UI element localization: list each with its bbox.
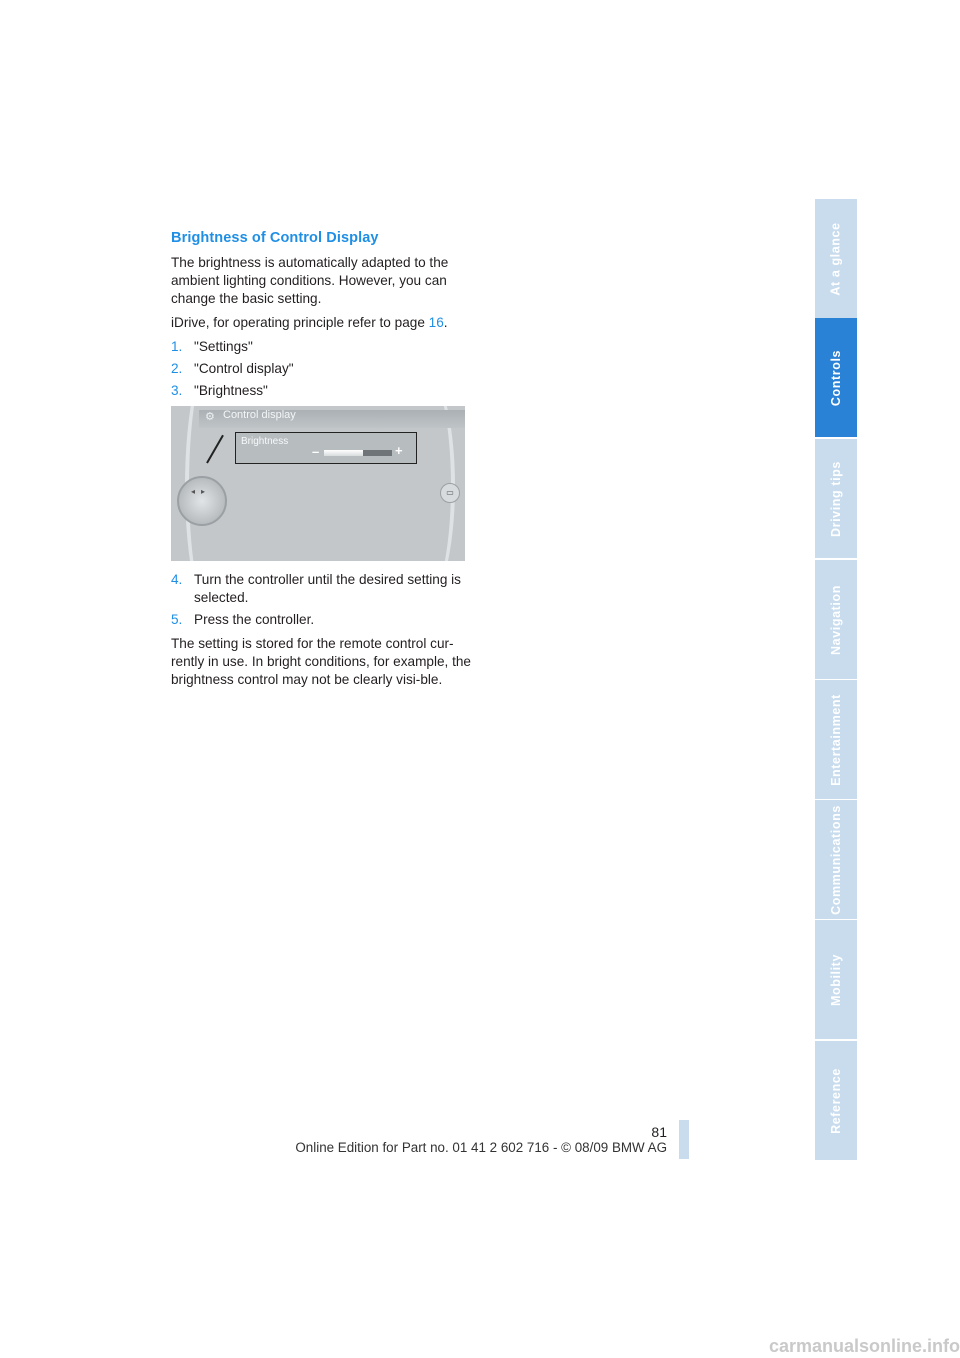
display-title: Control display — [223, 409, 296, 421]
sidebar-tab-driving-tips[interactable] — [815, 439, 857, 558]
main-content — [171, 230, 471, 695]
sidebar-tab-controls[interactable] — [815, 318, 857, 437]
reference-paragraph — [171, 314, 471, 332]
step-1 — [171, 338, 471, 356]
knob-arrows-icon: ◂▸ — [191, 487, 212, 496]
tab-label: Communications — [829, 804, 843, 915]
sidebar-tab-communications[interactable] — [815, 800, 857, 919]
sidebar-tab-entertainment[interactable] — [815, 680, 857, 799]
step-text: Press the controller. — [194, 612, 315, 627]
sidebar-tab-at-a-glance[interactable] — [815, 199, 857, 318]
plus-icon: + — [395, 443, 403, 458]
step-5 — [171, 611, 471, 629]
step-2 — [171, 360, 471, 378]
step-text: "Control display" — [194, 361, 294, 376]
chapter-sidebar — [815, 199, 857, 1160]
step-number: 4. — [171, 572, 183, 587]
step-number: 2. — [171, 361, 183, 376]
brightness-slider-fill — [324, 450, 363, 456]
tab-label: Reference — [829, 1067, 844, 1134]
step-text: "Brightness" — [194, 383, 268, 398]
page-number: 81 — [651, 1124, 667, 1140]
footer-accent-bar — [679, 1120, 689, 1159]
brightness-slider — [324, 450, 392, 456]
step-number: 5. — [171, 612, 183, 627]
reference-suffix: . — [443, 315, 448, 330]
tab-label: At a glance — [829, 221, 844, 296]
step-text: Turn the controller until the desired setting is selected. — [194, 572, 461, 605]
tab-label: Controls — [829, 349, 843, 406]
tab-label: Driving tips — [829, 460, 843, 537]
tab-label: Navigation — [829, 584, 843, 655]
watermark: carmanualsonline.info — [768, 1336, 960, 1356]
edition-footer: Online Edition for Part no. 01 41 2 602 716 - © 08/09 BMW AG — [295, 1140, 667, 1155]
sidebar-tab-navigation[interactable] — [815, 560, 857, 679]
step-number: 1. — [171, 339, 183, 354]
step-text: "Settings" — [194, 339, 253, 354]
minus-icon: – — [312, 444, 320, 459]
tab-label: Mobility — [829, 953, 843, 1006]
gear-icon: ⚙ — [205, 411, 215, 423]
step-3 — [171, 382, 471, 400]
step-number: 3. — [171, 383, 183, 398]
control-display-screenshot — [171, 406, 465, 561]
page-reference-link[interactable]: 16 — [428, 315, 444, 330]
tab-label: Entertainment — [829, 693, 843, 786]
note-paragraph: The setting is stored for the remote control cur-rently in use. In bright conditions, for example, the brightness control may not be clearly visi-ble. — [171, 636, 471, 687]
brightness-label: Brightness — [241, 436, 289, 447]
reference-text: iDrive, for operating principle refer to page — [171, 315, 429, 330]
controller-knob-icon — [177, 476, 227, 526]
intro-paragraph: The brightness is automatically adapted to the ambient lighting conditions. However, you can change the basic setting. — [171, 255, 449, 306]
section-heading: Brightness of Control Display — [171, 230, 379, 246]
step-4 — [171, 571, 471, 607]
sidebar-tab-reference[interactable] — [815, 1041, 857, 1160]
option-button-icon: ▭ — [440, 483, 460, 503]
sidebar-tab-mobility[interactable] — [815, 920, 857, 1039]
